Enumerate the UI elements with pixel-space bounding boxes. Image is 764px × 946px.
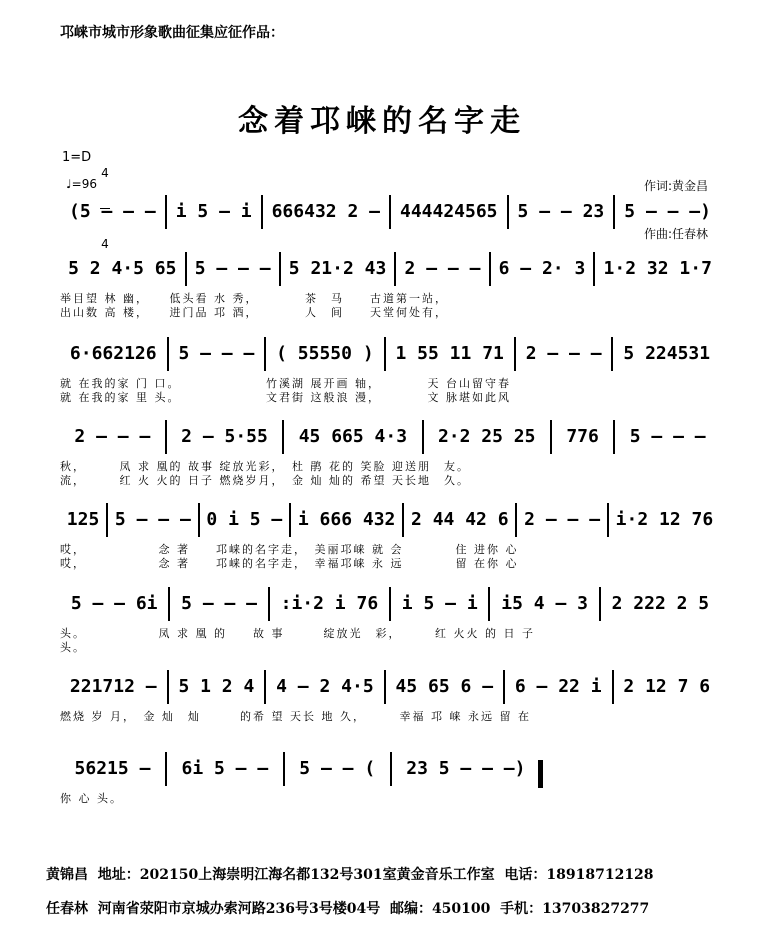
- measure: i 666 432: [291, 503, 404, 537]
- lyric-line: 哎， 念 著 邛崃的名字走， 美丽邛崃 就 会 住 进你 心: [60, 543, 519, 556]
- footer-line-1: 黄锦昌 地址：202150上海崇明江海名都132号301室黄金音乐工作室 电话：18918712128: [46, 867, 654, 883]
- measure: 2 — — —: [60, 420, 167, 454]
- measure: 2 12 7 6: [623, 676, 711, 697]
- measure: 5 — — 23: [509, 195, 616, 229]
- measure: 5 — — —: [629, 426, 706, 447]
- measure: 5 — — —: [169, 337, 267, 371]
- song-title: 念着邛崃的名字走: [238, 104, 526, 139]
- tempo-mark: ♩=96: [66, 177, 97, 191]
- lyric-line: 就 在我的家 里 头。 文君街 这般浪 漫， 文 脉堪如此风: [60, 391, 511, 404]
- meter-bottom: 4: [101, 237, 109, 251]
- measure: 4 — 2 4·5: [266, 670, 385, 704]
- lyric-line: 秋， 凤 求 凰的 故事 绽放光彩， 杜 鹃 花的 笑脸 迎送朋 友。: [60, 460, 470, 473]
- staff-row: [60, 503, 720, 537]
- measure: 221712 —: [60, 670, 169, 704]
- measure: 5 1 2 4: [169, 670, 267, 704]
- measure: ( 55550 ): [266, 337, 385, 371]
- measure: 666432 2 —: [263, 195, 391, 229]
- measure: i·2 12 76: [615, 509, 714, 530]
- lyric-line: 头。 凤 求 凰 的 故 事 绽放光 彩， 红 火火 的 日 子: [60, 627, 535, 640]
- measure: 1 55 11 71: [386, 337, 516, 371]
- measure: (5 — — —: [60, 195, 167, 229]
- staff-row: [60, 337, 720, 371]
- measure: i 5 — i: [167, 195, 263, 229]
- measure: 6i 5 — —: [167, 752, 285, 786]
- measure: 45 665 4·3: [284, 420, 423, 454]
- measure: 2 — — —: [517, 503, 608, 537]
- measure: 2 — 5·55: [167, 420, 285, 454]
- measure: 45 65 6 —: [386, 670, 505, 704]
- staff-row: [60, 252, 720, 286]
- measure: 5 — — —: [108, 503, 199, 537]
- staff-row: [60, 670, 720, 704]
- measure: 5 224531: [623, 343, 711, 364]
- measure: 56215 —: [60, 752, 167, 786]
- staff-row: [60, 587, 720, 621]
- measure: 2 44 42 6: [404, 503, 517, 537]
- lyric-line: 燃烧 岁 月， 金 灿 灿 的希 望 天长 地 久， 幸福 邛 崃 永远 留 在: [60, 710, 531, 723]
- measure: 2 — — —: [516, 337, 614, 371]
- measure: 6 — 22 i: [505, 670, 614, 704]
- lyric-line: 出山数 高 楼， 进门品 邛 酒， 人 间 天堂何处有，: [60, 306, 448, 319]
- composer: 作曲:任春林: [644, 227, 709, 241]
- measure: 5 — — —: [187, 252, 281, 286]
- meter-top: 4: [101, 166, 109, 180]
- measure: 2 222 2 5: [611, 593, 710, 614]
- measure: i 5 — i: [391, 587, 490, 621]
- measure: 5 — — —): [624, 201, 711, 222]
- measure: 5 21·2 43: [281, 252, 397, 286]
- lyric-line: 举目望 林 幽， 低头看 水 秀， 茶 马 古道第一站，: [60, 292, 448, 305]
- lyric-line: 流， 红 火 火的 日子 燃烧岁月， 金 灿 灿的 希望 天长地 久。: [60, 474, 470, 487]
- measure: 5 — — 6i: [60, 587, 170, 621]
- measure: 1·2 32 1·7: [603, 258, 712, 279]
- staff-row: [60, 420, 720, 454]
- lyric-line: 头。: [60, 641, 86, 654]
- measure: 2·2 25 25: [424, 420, 552, 454]
- measure: 5 2 4·5 65: [60, 252, 187, 286]
- measure: 0 i 5 —: [200, 503, 291, 537]
- measure: 444424565: [391, 195, 509, 229]
- footer-line-2: 任春林 河南省荥阳市京城办索河路236号3号楼04号 邮编：450100 手机：13703827277: [46, 901, 650, 917]
- lyricist: 作词:黄金昌: [644, 179, 709, 193]
- page-header: 邛崃市城市形象歌曲征集应征作品：: [60, 25, 284, 41]
- measure: 2 — — —: [396, 252, 490, 286]
- lyric-line: 就 在我的家 门 口。 竹溪湖 展开画 轴， 天 台山留守春: [60, 377, 511, 390]
- measure: 5 — — —: [170, 587, 269, 621]
- lyric-line: 哎， 念 著 邛崃的名字走， 幸福邛崃 永 远 留 在你 心: [60, 557, 519, 570]
- final-barline: [538, 760, 543, 788]
- measure: 776: [552, 420, 615, 454]
- measure: i5 4 — 3: [490, 587, 600, 621]
- key-signature: 1=D: [62, 150, 92, 165]
- lyric-line: 你 心 头。: [60, 792, 123, 805]
- measure: 125: [60, 503, 108, 537]
- measure: 6·662126: [60, 337, 169, 371]
- staff-row: [60, 195, 720, 229]
- measure: 6 — 2· 3: [491, 252, 596, 286]
- staff-row: [60, 752, 540, 786]
- measure: 5 — — (: [285, 752, 392, 786]
- measure: :i·2 i 76: [270, 587, 391, 621]
- measure: 23 5 — — —): [406, 758, 526, 779]
